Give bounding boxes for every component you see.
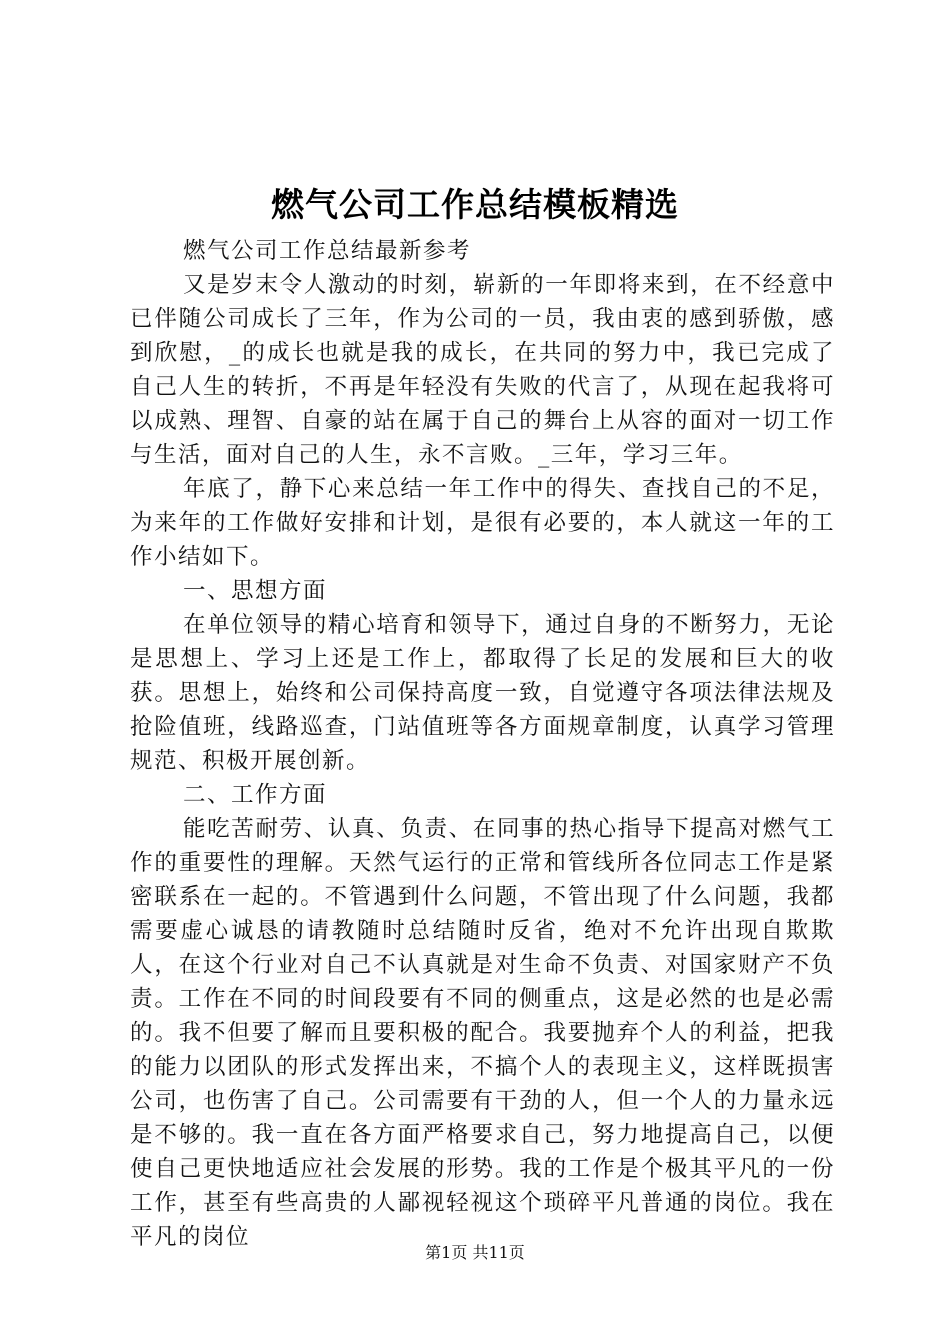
- document-body: [130, 234, 835, 1254]
- section-heading-work: 二、工作方面: [183, 782, 328, 808]
- document-title: 燃气公司工作总结模板精选: [271, 185, 679, 224]
- thought-paragraph: 在单位领导的精心培育和领导下，通过自身的不断努力，无论是思想上、学习上还是工作上，都取得了长足的发展和巨大的收获。思想上，始终和公司保持高度一致，自觉遵守各项法律法规及抢险值班，线路巡查，门站值班等各方面规章制度，认真学习管理规范、积极开展创新。: [130, 612, 835, 774]
- intro-paragraph: 又是岁末令人激动的时刻，崭新的一年即将来到，在不经意中已伴随公司成长了三年，作为公司的一员，我由衷的感到骄傲，感到欣慰，_的成长也就是我的成长，在共同的努力中，我已完成了自己人生的转折，不再是年轻没有失败的代言了，从现在起我将可以成熟、理智、自豪的站在属于自己的舞台上从容的面对一切工作与生活，面对自己的人生，永不言败。_三年，学习三年。: [130, 272, 835, 468]
- page-number-footer: 第1页 共11页: [425, 1243, 525, 1262]
- work-paragraph: 能吃苦耐劳、认真、负责、在同事的热心指导下提高对燃气工作的重要性的理解。天然气运行的正常和管线所各位同志工作是紧密联系在一起的。不管遇到什么问题，不管出现了什么问题，我都需要虚心诚恳的请教随时总结随时反省，绝对不允许出现自欺欺人，在这个行业对自己不认真就是对生命不负责、对国家财产不负责。工作在不同的时间段要有不同的侧重点，这是必然的也是必需的。我不但要了解而且要积极的配合。我要抛弃个人的利益，把我的能力以团队的形式发挥出来，不搞个人的表现主义，这样既损害公司，也伤害了自己。公司需要有干劲的人，但一个人的力量永远是不够的。我一直在各方面严格要求自己，努力地提高自己，以便使自己更快地适应社会发展的形势。我的工作是个极其平凡的一份工作，甚至有些高贵的人鄙视轻视这个琐碎平凡普通的岗位。我在平凡的岗位: [130, 816, 835, 1250]
- subtitle-paragraph: 燃气公司工作总结最新参考: [183, 238, 472, 264]
- section-heading-thought: 一、思想方面: [183, 578, 328, 604]
- summary-paragraph: 年底了，静下心来总结一年工作中的得失、查找自己的不足，为来年的工作做好安排和计划，是很有必要的，本人就这一年的工作小结如下。: [130, 476, 835, 570]
